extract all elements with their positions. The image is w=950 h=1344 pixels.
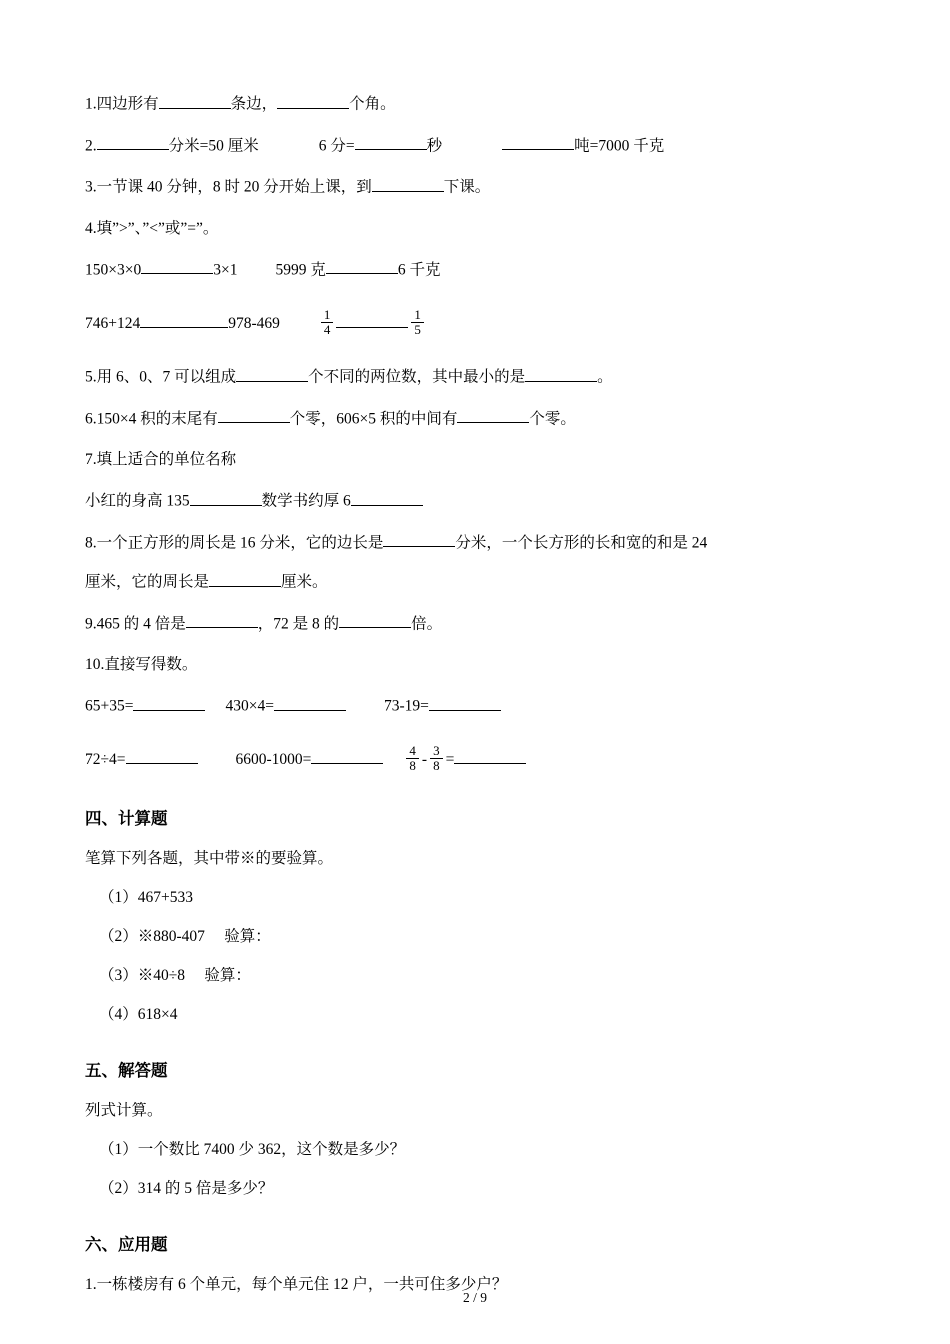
section-4-item-4: （4）618×4: [99, 1005, 178, 1023]
q8-line2a: 厘米，它的周长是: [85, 573, 210, 591]
question-1: [85, 92, 865, 117]
q8-line2b: 厘米。: [281, 573, 328, 591]
section-5-title: 五、解答题: [85, 1061, 168, 1080]
q9-prefix: 9.465 的 4 倍是: [85, 615, 186, 633]
fraction-denominator: 4: [321, 322, 334, 337]
question-4-row-1: [85, 258, 865, 283]
q1-blank-2: [277, 92, 349, 109]
q5-blank-1: [236, 365, 308, 382]
q10-r2c: =: [445, 750, 455, 768]
q10-r1a: 65+35=: [85, 697, 134, 715]
q1-suffix: 个角。: [349, 95, 396, 113]
q9-blank-1: [186, 612, 258, 629]
question-10-row-1: [85, 694, 865, 719]
q10-r2b: 6600-1000=: [235, 750, 312, 768]
q6-blank-2: [457, 407, 529, 424]
q3-suffix: 下课。: [443, 178, 491, 196]
q1-prefix: 1.四边形有: [85, 95, 159, 113]
question-10-row-2: [85, 742, 865, 775]
page-number: 2 / 9: [462, 1290, 487, 1305]
q10-blank-6: [454, 747, 526, 764]
q9-blank-2: [339, 612, 411, 629]
q7-title: 7.填上适合的单位名称: [85, 451, 237, 469]
section-4-instruction: 笔算下列各题，其中带※的要验算。: [85, 849, 334, 867]
q10-r1b: 430×4=: [225, 697, 274, 715]
q2-blank-2: [355, 134, 427, 151]
question-5: [85, 365, 865, 390]
q4-row2a: 746+124: [85, 315, 141, 333]
q2-part1: 分米=50 厘米: [168, 137, 259, 155]
q10-r2a: 72÷4=: [85, 750, 126, 768]
q4-blank-4: [336, 312, 408, 329]
fraction-numerator: 3: [433, 742, 440, 758]
section-4-title: 四、计算题: [85, 809, 168, 828]
q1-blank-1: [159, 92, 231, 109]
q2-part3: 吨=7000 千克: [574, 137, 665, 155]
q4-row1a: 150×3×0: [85, 261, 142, 279]
q8-prefix: 8.一个正方形的周长是 16 分米，它的边长是: [85, 534, 384, 552]
question-6: [85, 407, 865, 432]
question-9: [85, 612, 865, 637]
q2-part2b: 秒: [426, 137, 443, 155]
q4-blank-1: [141, 258, 213, 275]
q8-blank-2: [209, 570, 281, 587]
q7-blank-2: [351, 489, 423, 506]
q9-suffix: 倍。: [411, 615, 443, 633]
fraction-one-fourth: [321, 308, 334, 337]
q6-suffix: 个零。: [529, 410, 576, 428]
section-4-item-3: （3）※40÷8 验算：: [99, 966, 251, 984]
question-4-row-2: [85, 307, 865, 339]
q2-blank-3: [502, 134, 574, 151]
fraction-one-fifth: [411, 308, 424, 337]
fraction-denominator: 8: [430, 758, 443, 773]
section-4-item-1: （1）467+533: [99, 888, 193, 906]
q4-row2b: 978-469: [228, 315, 280, 333]
question-8-line-2: [85, 570, 865, 595]
page-content: [85, 92, 865, 1312]
question-3: [85, 175, 865, 200]
q7-body1: 小红的身高 135: [85, 492, 190, 510]
fraction-numerator: 1: [414, 307, 421, 323]
q4-blank-3: [140, 312, 184, 329]
q5-suffix: 。: [597, 368, 613, 386]
question-7-title: [85, 448, 865, 472]
fraction-four-eighths: [406, 744, 419, 773]
q4-prefix: 4.填”>”、”<”或”=”。: [85, 219, 219, 237]
q10-frac-operator: -: [421, 750, 428, 768]
q5-prefix: 5.用 6、0、7 可以组成: [85, 368, 237, 386]
q2-blank-1: [97, 134, 169, 151]
section-4-item-2: （2）※880-407 验算：: [99, 927, 271, 945]
question-10-title: [85, 653, 865, 677]
section-6-title: 六、应用题: [85, 1235, 168, 1254]
q6-mid: 个零，606×5 积的中间有: [289, 410, 458, 428]
fraction-denominator: 8: [406, 758, 419, 773]
q10-r1c: 73-19=: [383, 697, 429, 715]
section-5-item-2: （2）314 的 5 倍是多少？: [99, 1179, 274, 1197]
q1-mid: 条边，: [230, 95, 278, 113]
q4-row1d: 6 千克: [397, 261, 441, 279]
section-5-instruction: 列式计算。: [85, 1101, 163, 1119]
q4-blank-2: [326, 258, 398, 275]
q10-blank-4: [126, 747, 198, 764]
q8-blank-1: [383, 531, 455, 548]
q5-blank-2: [525, 365, 597, 382]
q6-prefix: 6.150×4 积的末尾有: [85, 410, 218, 428]
q8-mid: 分米，一个长方形的长和宽的和是 24: [455, 534, 708, 552]
question-8-line-1: [85, 531, 865, 556]
question-7-body: [85, 489, 865, 514]
question-4-title: [85, 217, 865, 241]
q5-mid: 个不同的两位数，其中最小的是: [308, 368, 526, 386]
q4-blank-3b: [184, 312, 228, 329]
q2-part2a: 6 分=: [318, 137, 355, 155]
q2-prefix: 2.: [85, 137, 97, 155]
q7-blank-1: [190, 489, 262, 506]
q3-blank-1: [372, 175, 444, 192]
q10-blank-2: [274, 694, 346, 711]
section-5-item-1: （1）一个数比 7400 少 362，这个数是多少？: [99, 1140, 406, 1158]
fraction-denominator: 5: [411, 322, 424, 337]
q10-blank-3: [429, 694, 501, 711]
fraction-numerator: 1: [323, 307, 331, 323]
q10-blank-5: [311, 747, 383, 764]
section-6-item-1: 1.一栋楼房有 6 个单元，每个单元住 12 户，一共可住多少户？: [85, 1275, 508, 1293]
fraction-numerator: 4: [409, 742, 416, 758]
q10-title: 10.直接写得数。: [85, 656, 198, 674]
q4-row1c: 5999 克: [275, 261, 326, 279]
q10-blank-1: [133, 694, 205, 711]
q4-row1b: 3×1: [213, 261, 238, 279]
q9-mid: ，72 是 8 的: [257, 615, 340, 633]
fraction-three-eighths: [430, 744, 443, 773]
q7-body2: 数学书约厚 6: [261, 492, 351, 510]
q6-blank-1: [218, 407, 290, 424]
question-2: [85, 134, 865, 159]
q3-prefix: 3.一节课 40 分钟，8 时 20 分开始上课，到: [85, 178, 372, 196]
